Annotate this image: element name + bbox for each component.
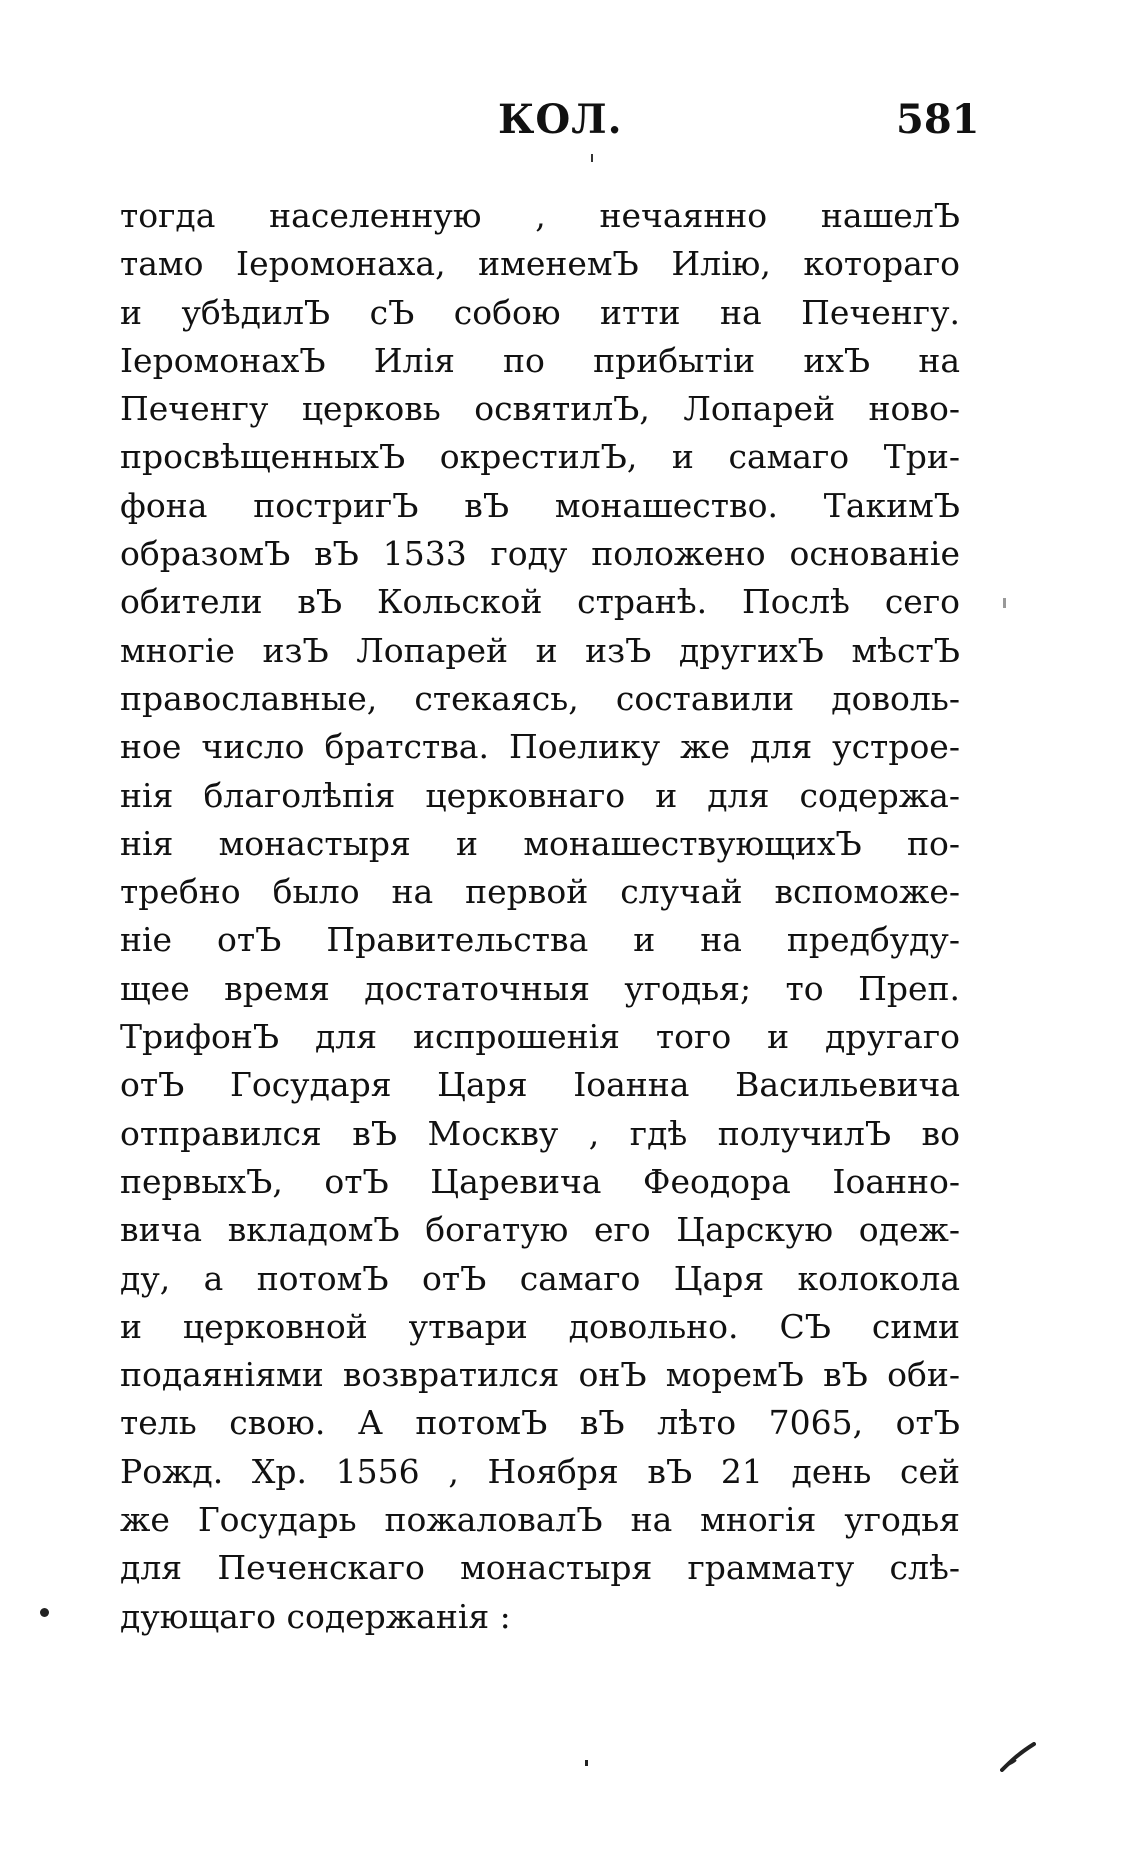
body-text <box>120 192 960 1641</box>
text-line: отправился вЪ Москву , гдѣ получилЪ во <box>120 1113 960 1153</box>
text-line: ТрифонЪ для испрошенiя того и другаго <box>120 1017 960 1057</box>
print-speck <box>591 154 593 162</box>
text-line: для Печенскаго монастыря граммату слѣ- <box>120 1548 960 1588</box>
text-line: подаянiями возвратился онЪ моремЪ вЪ оби- <box>120 1355 960 1395</box>
text-line: и убѣдилЪ сЪ собою итти на Печенгу. <box>120 292 960 332</box>
text-line: Печенгу церковь освятилЪ, Лопарей ново- <box>120 389 960 429</box>
text-line: нiе отЪ Правительства и на предбуду- <box>120 920 960 960</box>
margin-speck <box>1003 598 1006 608</box>
ink-flourish <box>1000 1742 1036 1772</box>
text-line: тамо Iеромонаха, именемЪ Илiю, котораго <box>120 244 960 284</box>
text-line: православные, стекаясь, составили доволь- <box>120 678 960 718</box>
text-line: и церковной утвари довольно. СЪ сими <box>120 1306 960 1346</box>
text-line: нiя благолѣпiя церковнаго и для содержа- <box>120 775 960 815</box>
text-line: тогда населенную , нечаянно нашелЪ <box>120 196 960 235</box>
text-line: просвѣщенныхЪ окрестилЪ, и самаго Три- <box>120 437 960 477</box>
text-line: фона постригЪ вЪ монашество. ТакимЪ <box>120 485 960 525</box>
ink-dot <box>40 1608 49 1617</box>
text-line: ное число братства. Поелику же для устрое- <box>120 727 960 767</box>
text-line: многiе изЪ Лопарей и изЪ другихЪ мѣстЪ <box>120 630 960 670</box>
text-line: обители вЪ Кольской странѣ. Послѣ сего <box>120 582 960 622</box>
ink-speck <box>585 1760 588 1766</box>
page-header <box>0 96 1140 156</box>
text-line: ду, а потомЪ отЪ самаго Царя колокола <box>120 1258 960 1298</box>
text-line: дующаго содержанiя : <box>120 1596 511 1636</box>
text-line: нiя монастыря и монашествующихЪ по- <box>120 823 960 863</box>
text-line: требно было на первой случай вспоможе- <box>120 872 960 912</box>
text-line: образомЪ вЪ 1533 году положено основанiе <box>120 534 960 574</box>
text-line: вича вкладомЪ богатую его Царскую одеж- <box>120 1210 960 1250</box>
running-head: КОЛ. <box>498 96 623 143</box>
text-line: Рожд. Хр. 1556 , Ноября вЪ 21 день сей <box>120 1451 960 1491</box>
text-line: щее время достаточныя угодья; то Преп. <box>120 968 960 1008</box>
text-line: же Государь пожаловалЪ на многiя угодья <box>120 1500 960 1540</box>
text-line: тель свою. А потомЪ вЪ лѣто 7065, отЪ <box>120 1403 960 1443</box>
text-line: IеромонахЪ Илiя по прибытiи ихЪ на <box>120 340 960 380</box>
text-line: первыхЪ, отЪ Царевича Феодора Iоанно- <box>120 1161 960 1201</box>
text-line: отЪ Государя Царя Iоанна Васильевича <box>120 1065 960 1105</box>
page-number: 581 <box>896 96 980 143</box>
